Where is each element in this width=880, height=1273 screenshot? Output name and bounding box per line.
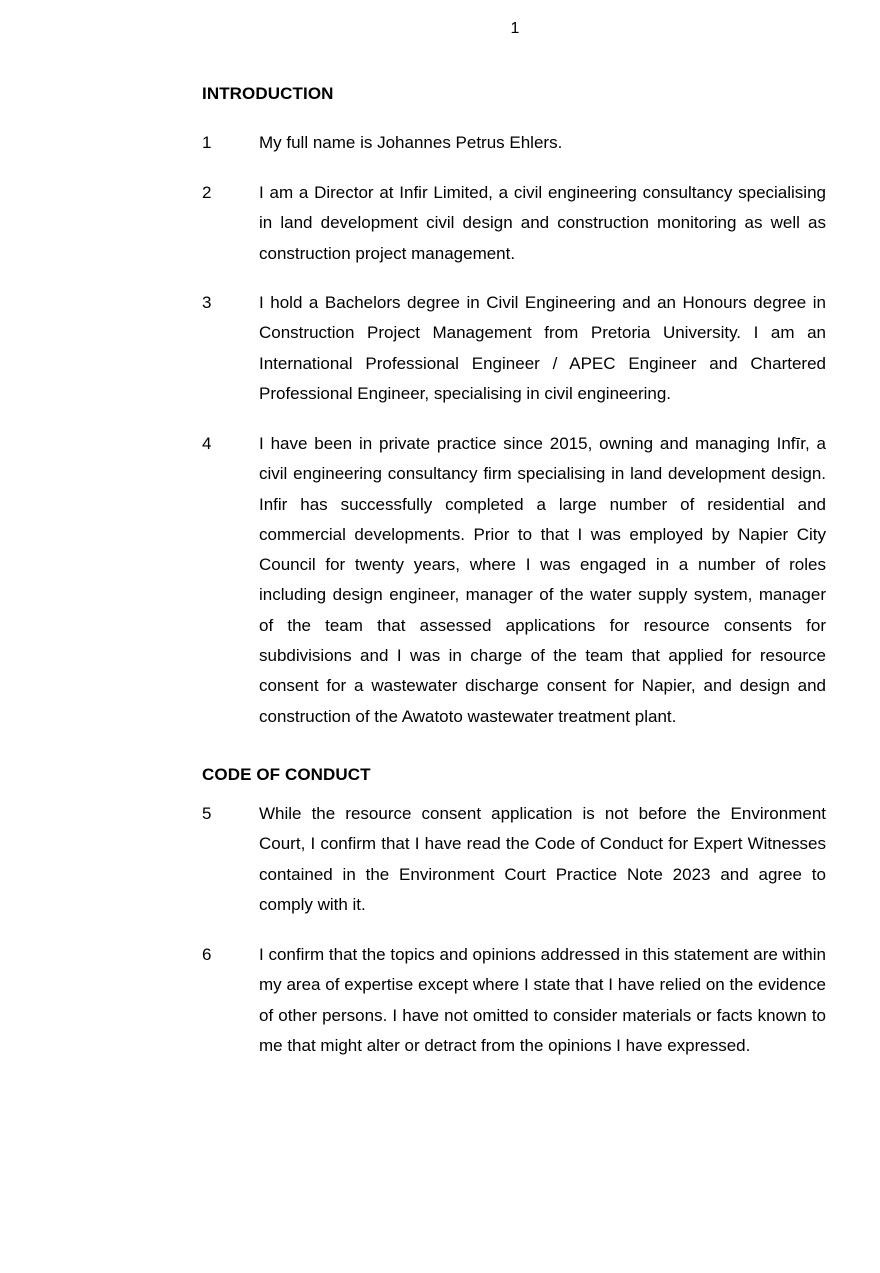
- paragraph-number: 1: [202, 133, 212, 152]
- section-heading-code-of-conduct: CODE OF CONDUCT: [202, 765, 371, 784]
- paragraph-4: [202, 429, 826, 732]
- paragraph-1: [202, 128, 826, 158]
- paragraph-text: I have been in private practice since 2015, owning and managing Infīr, a civil engineering consultancy firm specialising in land development design. Infir has successfully completed a large number of residential and commercial developments. Prior to that I was employed by Napier City Council for twenty years, where I was engaged in a number of roles including design engineer, manager of the water supply system, manager of the team that assessed applications for resource consents for subdivisions and I was in charge of the team that applied for resource consent for a wastewater discharge consent for Napier, and design and construction of the Awatoto wastewater treatment plant.: [259, 434, 826, 726]
- paragraph-number: 2: [202, 183, 212, 202]
- page-number: 1: [510, 20, 520, 37]
- paragraph-number: 4: [202, 434, 212, 453]
- paragraph-text: I hold a Bachelors degree in Civil Engineering and an Honours degree in Construction Project Management from Pretoria University. I am an International Professional Engineer / APEC Engineer and Chartered Professional Engineer, specialising in civil engineering.: [259, 293, 826, 403]
- paragraph-6: [202, 940, 826, 1061]
- paragraph-number: 6: [202, 945, 212, 964]
- paragraph-text: My full name is Johannes Petrus Ehlers.: [259, 133, 563, 152]
- paragraph-3: [202, 288, 826, 409]
- paragraph-text: While the resource consent application is not before the Environment Court, I confirm that I have read the Code of Conduct for Expert Witnesses contained in the Environment Court Practice Note 2023 and agree to comply with it.: [259, 804, 826, 914]
- paragraph-number: 5: [202, 804, 212, 823]
- paragraph-2: [202, 178, 826, 269]
- section-heading-introduction: INTRODUCTION: [202, 84, 334, 103]
- paragraph-text: I am a Director at Infir Limited, a civil engineering consultancy specialising in land development civil design and construction monitoring as well as construction project management.: [259, 183, 826, 263]
- paragraph-5: [202, 799, 826, 920]
- paragraph-text: I confirm that the topics and opinions addressed in this statement are within my area of expertise except where I state that I have relied on the evidence of other persons. I have not omitted to consider materials or facts known to me that might alter or detract from the opinions I have expressed.: [259, 945, 826, 1055]
- paragraph-number: 3: [202, 293, 212, 312]
